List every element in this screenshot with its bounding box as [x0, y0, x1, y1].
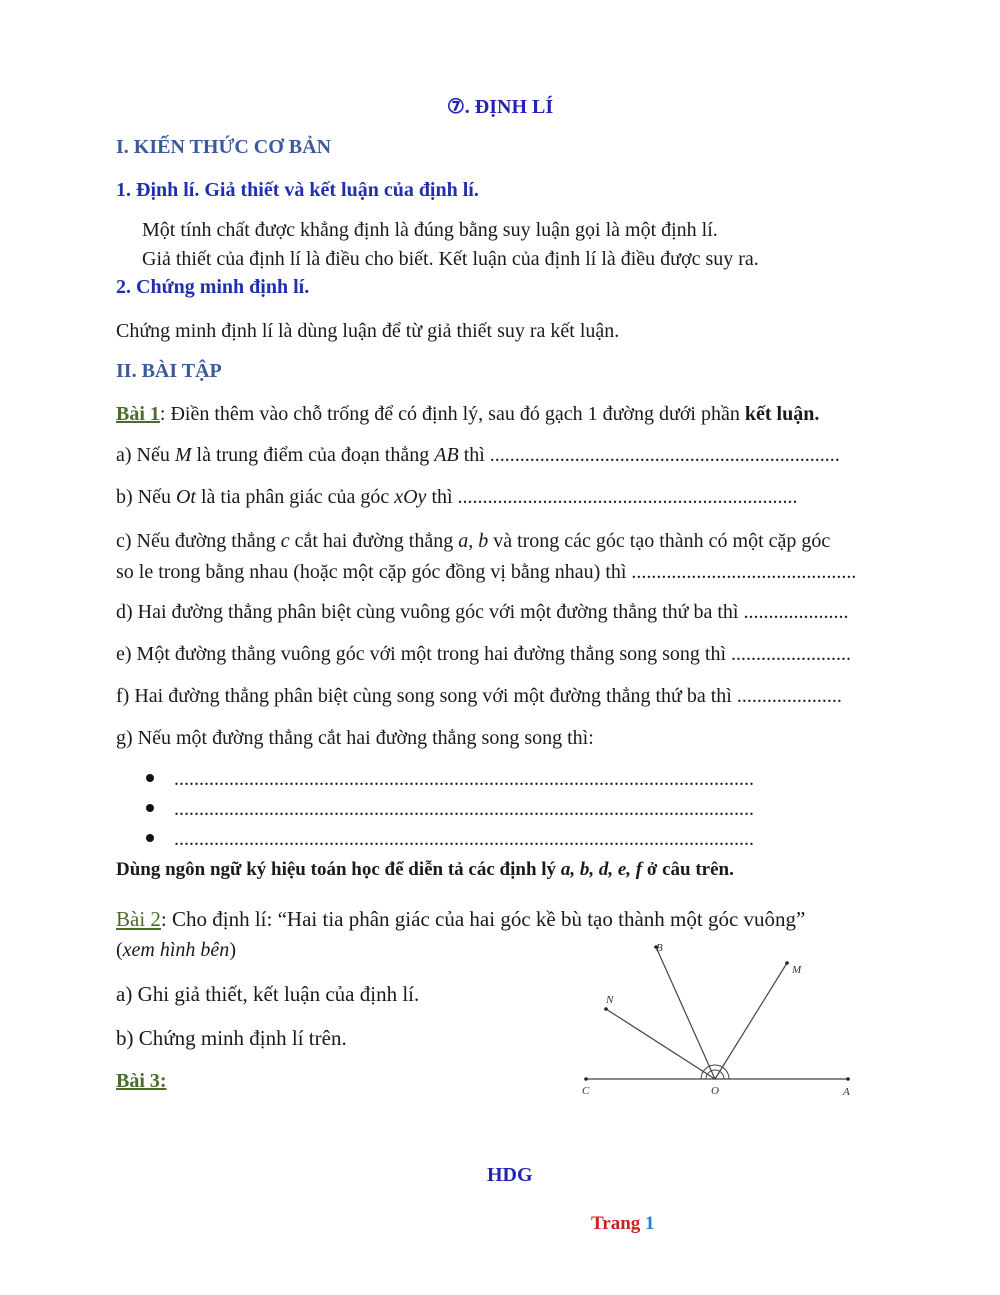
bullet-text: ....................................................................................................................	[174, 828, 754, 850]
section-heading-exercises: II. BÀI TẬP	[116, 360, 222, 382]
summary-pre: Dùng ngôn ngữ ký hiệu toán học để diễn tả các định lý	[116, 859, 561, 880]
exercise-1-prompt	[116, 403, 819, 426]
item-c-sep: ,	[468, 530, 479, 552]
exercise-2-label: Bài 2	[116, 907, 161, 931]
exercise-1-label: Bài 1	[116, 403, 160, 425]
item-b-mid: là tia phân giác của góc	[195, 486, 395, 508]
item-b-blank: thì ....................................................................	[426, 486, 798, 508]
item-c-line2: so le trong bằng nhau (hoặc một cặp góc đồng vị bằng nhau) thì .............................................	[116, 561, 857, 583]
subheading-theorem: 1. Định lí. Giả thiết và kết luận của định lí.	[116, 179, 479, 201]
point-n	[604, 1007, 608, 1011]
point-a	[846, 1077, 850, 1081]
point-m	[785, 961, 789, 965]
item-c-symbol-b: b	[478, 530, 489, 552]
paren-close: )	[229, 939, 236, 961]
figure-ref-text: xem hình bên	[122, 939, 230, 961]
item-b-pre: b) Nếu	[116, 486, 176, 508]
item-c-post: và trong các góc tạo thành có một cặp góc	[488, 530, 831, 552]
item-c-symbol-a: a	[458, 530, 469, 552]
item-g: g) Nếu một đường thẳng cắt hai đường thẳng song song thì:	[116, 727, 594, 749]
label-b: B	[656, 942, 663, 954]
item-a-mid: là trung điểm của đoạn thẳng	[191, 444, 435, 466]
summary-instruction	[116, 859, 734, 881]
item-b-symbol-xoy: xOy	[394, 486, 427, 508]
exercise-2-prompt	[116, 907, 805, 932]
exercise-2-text: : Cho định lí: “Hai tia phân giác của hai góc kề bù tạo thành một góc vuông”	[160, 907, 806, 931]
item-c-line1	[116, 530, 830, 553]
bullet-text: ....................................................................................................................	[174, 768, 754, 790]
item-a-symbol-ab: AB	[434, 444, 459, 466]
item-d: d) Hai đường thẳng phân biệt cùng vuông góc với một đường thẳng thứ ba thì .....................	[116, 601, 849, 623]
paragraph-proof-definition: Chứng minh định lí là dùng luận để từ giả thiết suy ra kết luận.	[116, 320, 620, 342]
label-a: A	[843, 1086, 850, 1098]
item-a-pre: a) Nếu	[116, 444, 175, 466]
item-c-pre: c) Nếu đường thẳng	[116, 530, 281, 552]
point-c	[584, 1077, 588, 1081]
exercise-2-figure-ref	[116, 939, 236, 962]
ray-on	[606, 1009, 715, 1079]
item-e: e) Một đường thẳng vuông góc với một trong hai đường thẳng song song thì ........................	[116, 643, 852, 665]
page-footer	[591, 1213, 655, 1235]
item-f: f) Hai đường thẳng phân biệt cùng song song với một đường thẳng thứ ba thì .....................	[116, 685, 842, 707]
label-n: N	[606, 994, 614, 1006]
summary-letters: a, b, d, e, f	[560, 859, 643, 880]
page-title: ⑦. ĐỊNH LÍ	[446, 96, 554, 118]
hdg-heading: HDG	[487, 1164, 533, 1186]
section-heading-basics: I. KIẾN THỨC CƠ BẢN	[116, 136, 332, 158]
exercise-2-question-a: a) Ghi giả thiết, kết luận của định lí.	[116, 982, 420, 1006]
footer-label: Trang	[591, 1213, 646, 1234]
item-b-symbol-ot: Ot	[175, 486, 196, 508]
label-o: O	[711, 1085, 719, 1097]
exercise-2-question-b: b) Chứng minh định lí trên.	[116, 1026, 347, 1050]
item-c-symbol-c: c	[280, 530, 290, 552]
subheading-proof: 2. Chứng minh định lí.	[116, 276, 310, 298]
item-b	[116, 486, 798, 509]
paren-open: (	[116, 939, 123, 961]
list-item	[146, 768, 754, 791]
item-a-blank: thì ......................................................................	[458, 444, 840, 466]
geometry-figure	[570, 935, 870, 1105]
bullet-text: ....................................................................................................................	[174, 798, 754, 820]
ray-ob	[656, 947, 715, 1079]
list-item	[146, 798, 754, 821]
bullet-icon	[146, 774, 154, 782]
exercise-3-label: Bài 3:	[116, 1070, 167, 1092]
label-c: C	[582, 1085, 590, 1097]
label-m: M	[792, 964, 802, 976]
list-item	[146, 828, 754, 851]
paragraph-hypothesis-conclusion: Giả thiết của định lí là điều cho biết. Kết luận của định lí là điều được suy ra.	[142, 248, 759, 270]
exercise-1-text: : Điền thêm vào chỗ trống để có định lý, sau đó gạch 1 đường dưới phần	[159, 403, 745, 425]
summary-post: ở câu trên.	[642, 859, 734, 880]
bullet-icon	[146, 834, 154, 842]
item-c-mid: cắt hai đường thẳng	[289, 530, 459, 552]
item-a	[116, 444, 840, 467]
exercise-1-bold: kết luận.	[744, 403, 820, 425]
page-number: 1	[645, 1213, 655, 1234]
ray-om	[715, 963, 787, 1079]
bullet-icon	[146, 804, 154, 812]
item-a-symbol-m: M	[174, 444, 192, 466]
paragraph-theorem-definition: Một tính chất được khẳng định là đúng bằng suy luận gọi là một định lí.	[142, 219, 718, 241]
